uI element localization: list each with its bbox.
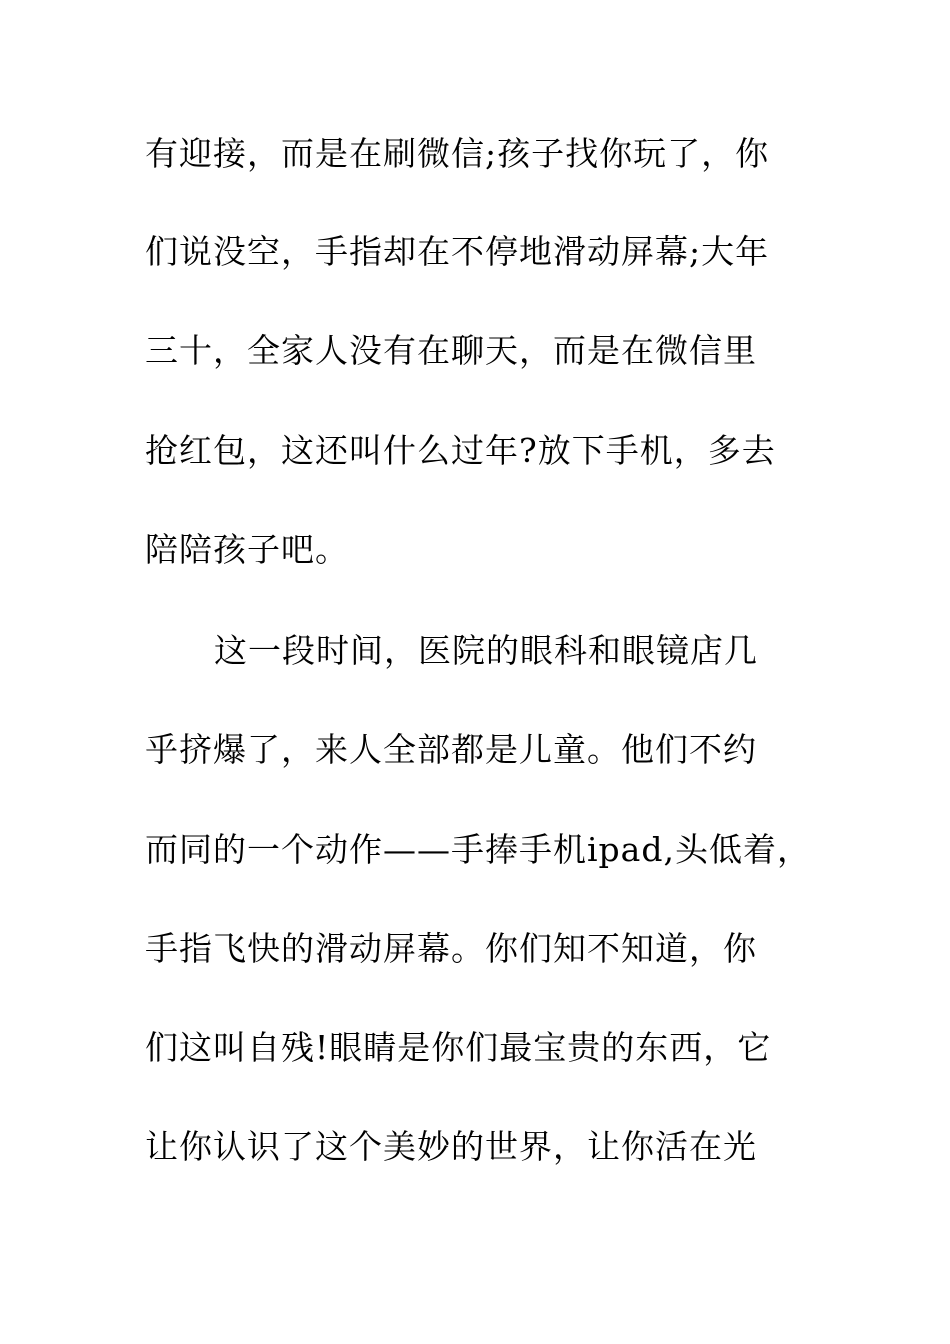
text-line: 让你认识了这个美妙的世界，让你活在光 [145,1127,757,1166]
text-line: 手指飞快的滑动屏幕。你们知不知道，你 [145,929,757,968]
text-line: 乎挤爆了，来人全部都是儿童。他们不约 [145,730,757,769]
text-line: 陪陪孩子吧。 [145,530,349,569]
text-line: 们说没空，手指却在不停地滑动屏幕;大年 [145,232,770,271]
paragraph-first-line: 这一段时间，医院的眼科和眼镜店几 [214,631,758,670]
text-line: 们这叫自残!眼睛是你们最宝贵的东西，它 [145,1028,772,1067]
text-line: 抢红包，这还叫什么过年?放下手机，多去 [145,431,776,470]
text-line: 三十，全家人没有在聊天，而是在微信里 [145,331,757,370]
text-line: 而同的一个动作——手捧手机ipad,头低着， [145,830,811,869]
text-line: 有迎接，而是在刷微信;孩子找你玩了，你 [145,134,770,173]
